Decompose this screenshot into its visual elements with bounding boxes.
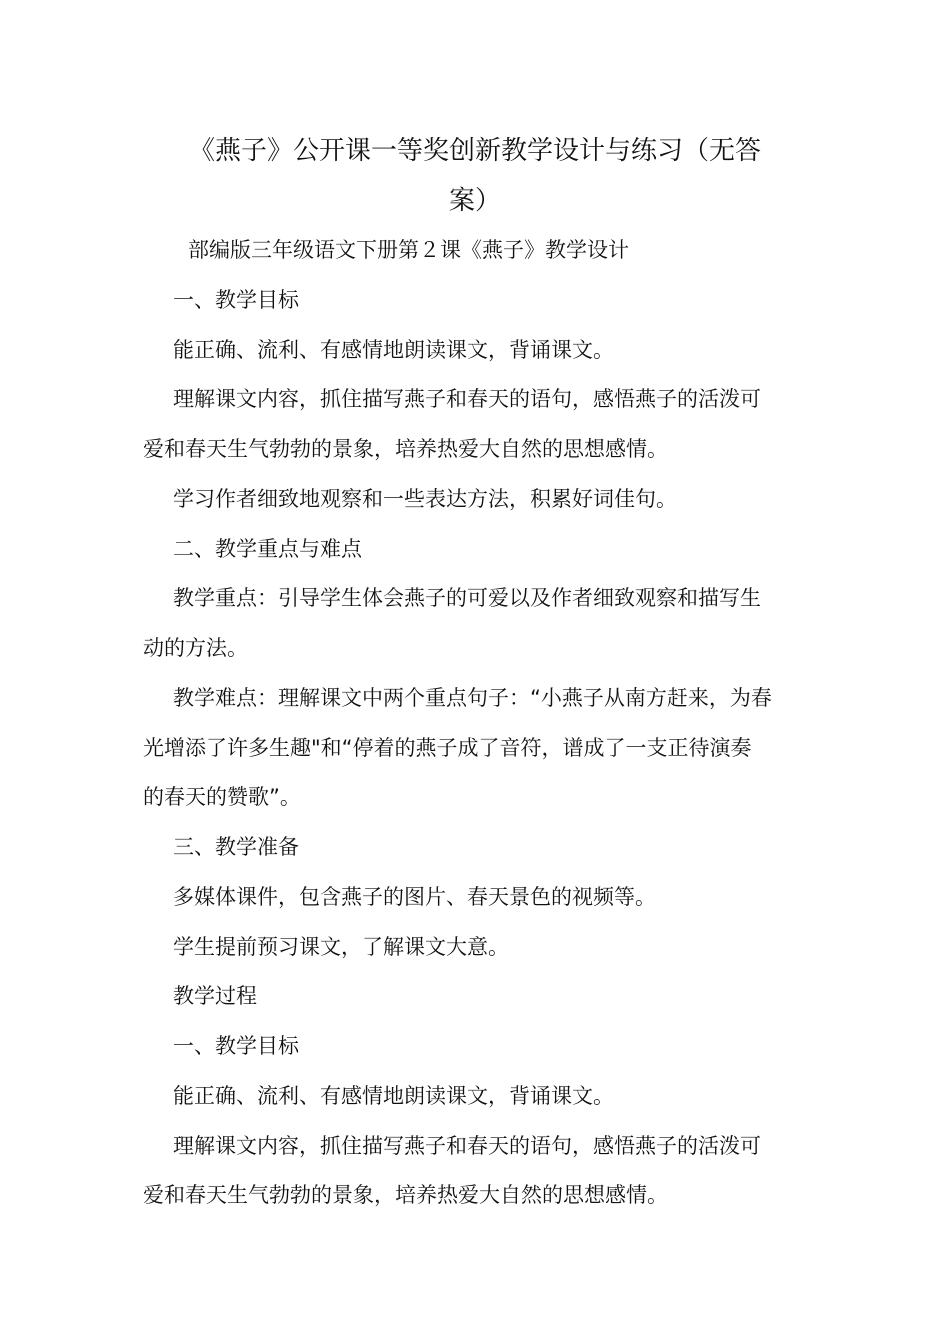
paragraph-line: 教学重点：引导学生体会燕子的可爱以及作者细致观察和描写生 (173, 586, 761, 610)
section-heading-preparation: 三、教学准备 (173, 835, 299, 859)
paragraph-line: 学习作者细致地观察和一些表达方法，积累好词佳句。 (173, 487, 677, 511)
paragraph-line: 能正确、流利、有感情地朗读课文，背诵课文。 (173, 338, 614, 362)
paragraph-line: 多媒体课件，包含燕子的图片、春天景色的视频等。 (173, 885, 656, 909)
section-heading-objectives: 一、教学目标 (173, 288, 299, 312)
section-heading-key-points: 二、教学重点与难点 (173, 537, 362, 561)
document-subtitle: 部编版三年级语文下册第２课《燕子》教学设计 (188, 238, 629, 262)
paragraph-line: 教学难点：理解课文中两个重点句子：“小燕子从南方赶来，为春 (173, 686, 772, 710)
document-title-line-2: 案） (448, 186, 501, 216)
paragraph-line: 的春天的赞歌”。 (143, 785, 301, 809)
paragraph-line: 光增添了许多生趣"和“停着的燕子成了音符，谱成了一支正待演奏 (143, 736, 752, 760)
paragraph-line: 理解课文内容，抓住描写燕子和春天的语句，感悟燕子的活泼可 (173, 387, 761, 411)
section-heading-objectives-repeat: 一、教学目标 (173, 1034, 299, 1058)
paragraph-line: 爱和春天生气勃勃的景象，培养热爱大自然的思想感情。 (143, 437, 668, 461)
paragraph-line: 爱和春天生气勃勃的景象，培养热爱大自然的思想感情。 (143, 1183, 668, 1207)
paragraph-line: 能正确、流利、有感情地朗读课文，背诵课文。 (173, 1084, 614, 1108)
paragraph-line: 学生提前预习课文，了解课文大意。 (173, 935, 509, 959)
section-heading-process: 教学过程 (173, 984, 257, 1008)
paragraph-line: 动的方法。 (143, 636, 248, 660)
paragraph-line: 理解课文内容，抓住描写燕子和春天的语句，感悟燕子的活泼可 (173, 1134, 761, 1158)
document-title-line-1: 《燕子》公开课一等奖创新教学设计与练习（无答 (188, 136, 761, 166)
